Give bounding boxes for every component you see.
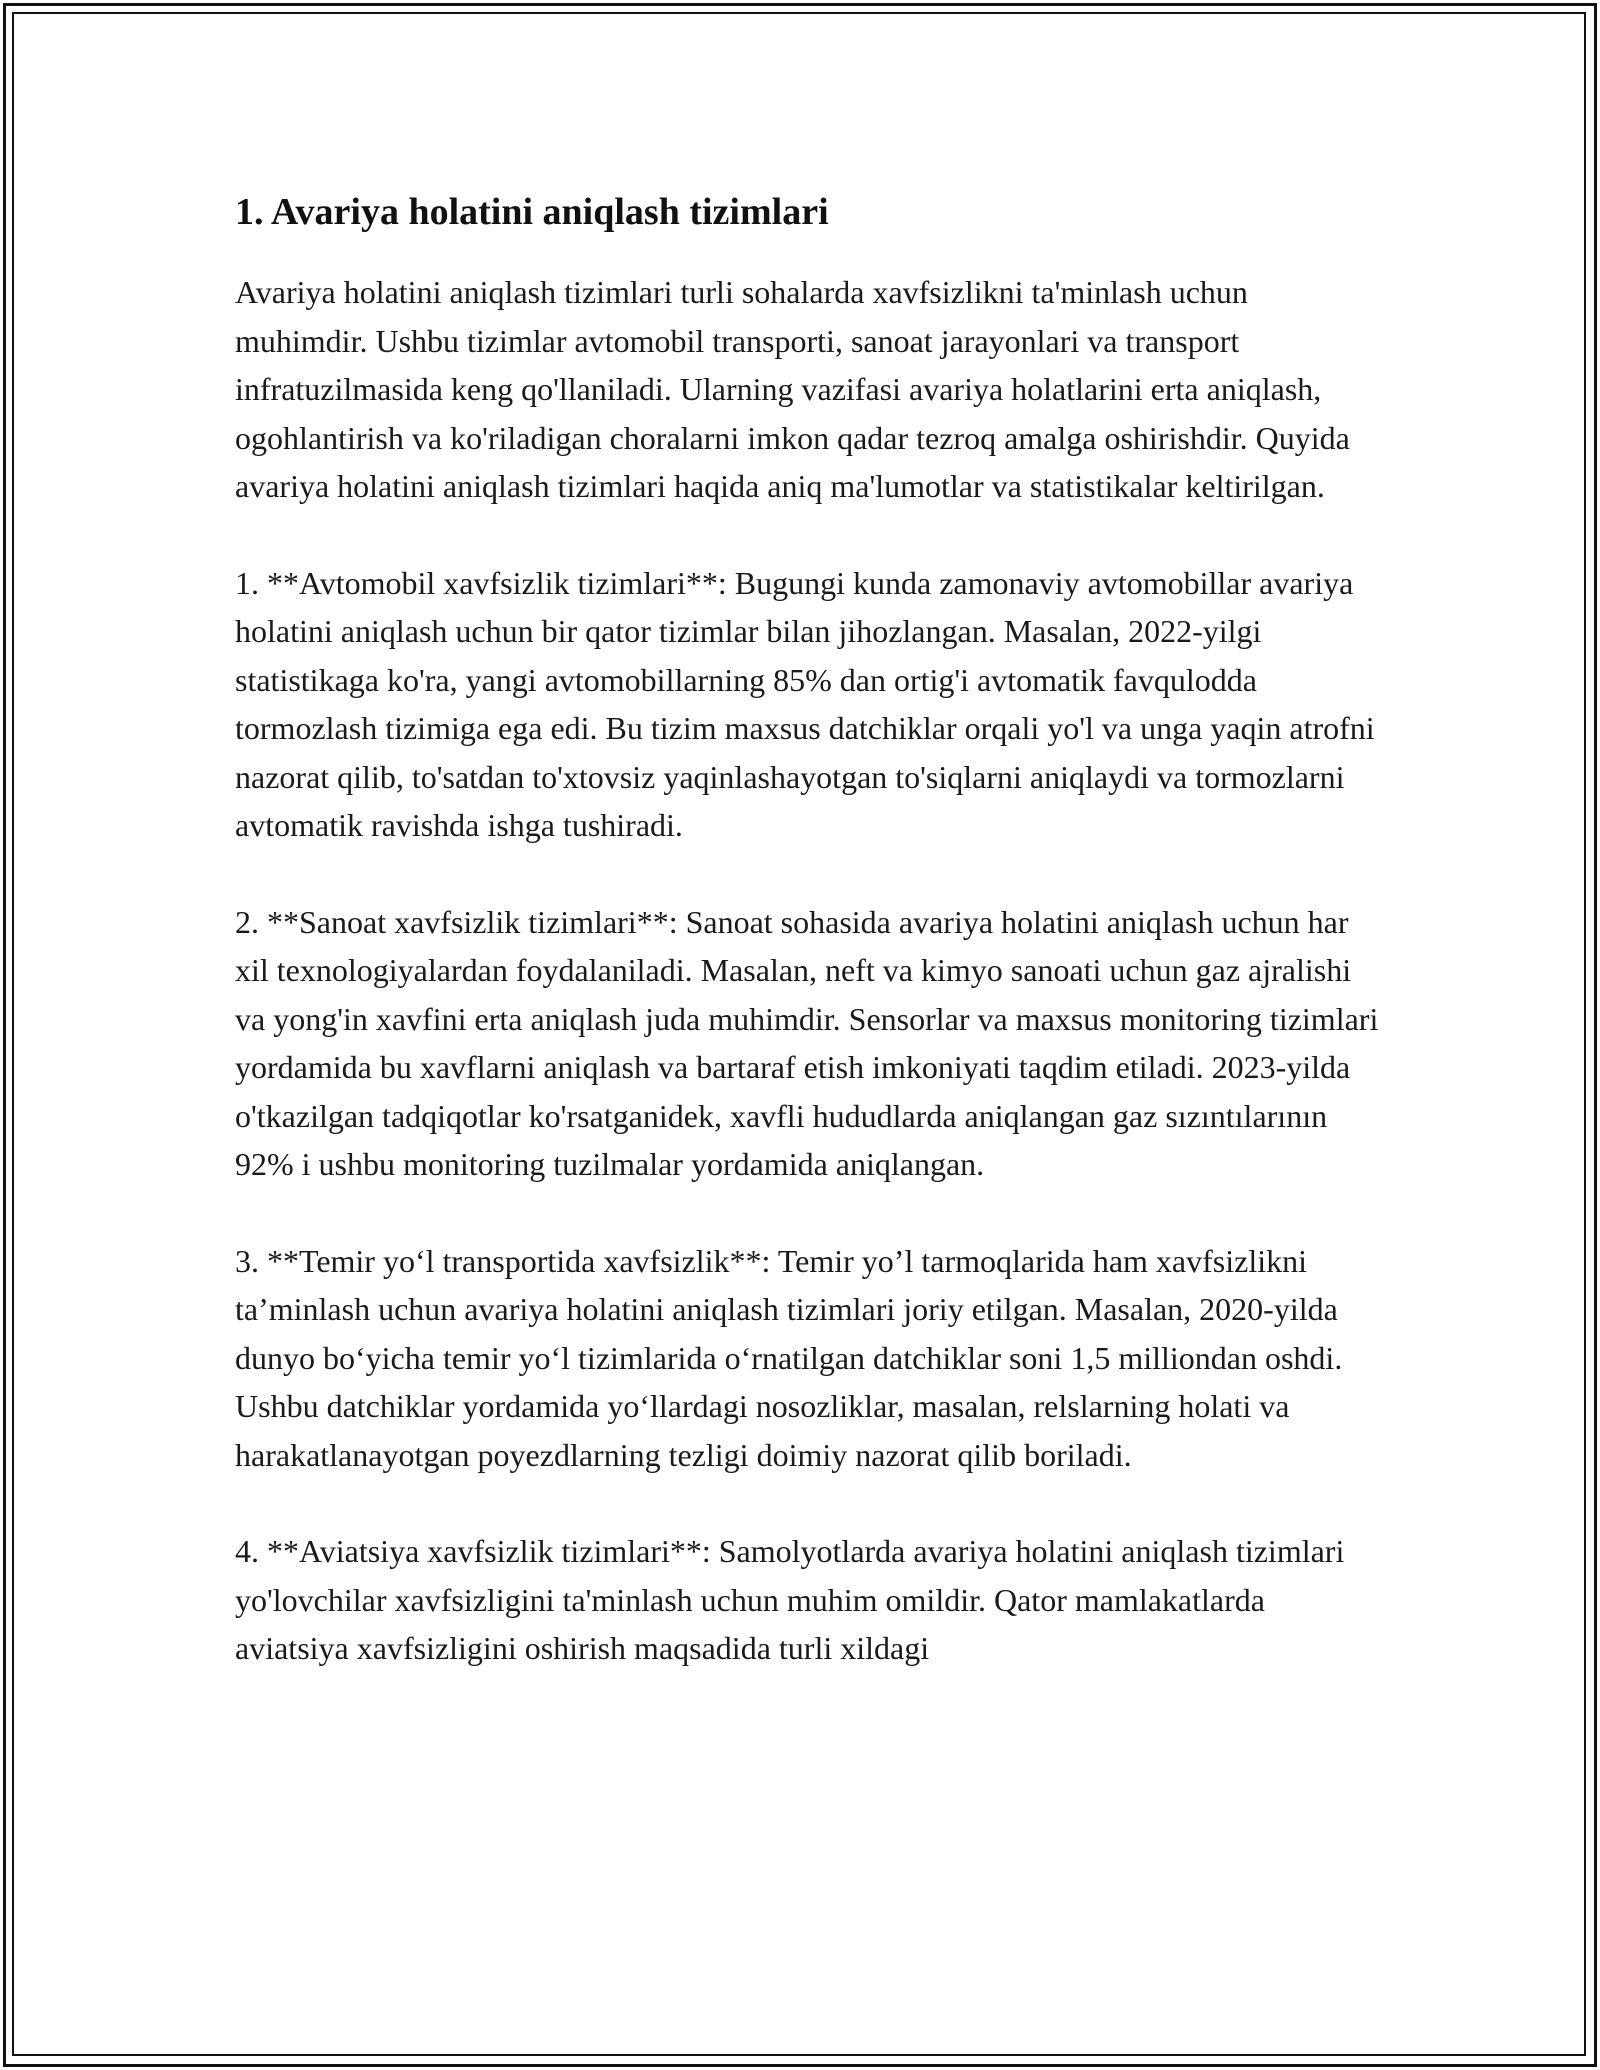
intro-paragraph: Avariya holatini aniqlash tizimlari turli sohalarda xavfsizlikni ta'minlash uchun muhimdir. Ushbu tizimlar avtomobil transporti, sanoat jarayonlari va transport infratuzilmasida keng qo'llaniladi. Ularning vazifasi avariya holatlarini erta aniqlash, ogohlantirish va ko'riladigan choralarni imkon qadar tezroq amalga oshirishdir. Quyida avariya holatini aniqlash tizimlari haqida aniq ma'lumotlar va statistikalar keltirilgan. — [235, 274, 1350, 504]
paragraph-industrial-safety: 2. **Sanoat xavfsizlik tizimlari**: Sanoat sohasida avariya holatini aniqlash uchun har xil texnologiyalardan foydalaniladi. Masalan, neft va kimyo sanoati uchun gaz ajralishi va yong'in xavfini erta aniqlash juda muhimdir. Sensorlar va maxsus monitoring tizimlari yordamida bu xavflarni aniqlash va bartaraf etish imkoniyati taqdim etiladi. 2023-yilda o'tkazilgan tadqiqotlar ko'rsatganidek, xavfli hududlarda aniqlangan gaz sızıntılarının 92% i ushbu monitoring tuzilmalar yordamida aniqlangan. — [235, 903, 1379, 1182]
document-body — [235, 188, 1380, 1673]
paragraph-aviation-safety: 4. **Aviatsiya xavfsizlik tizimlari**: Samolyotlarda avariya holatini aniqlash tizimlari yo'lovchilar xavfsizligini ta'minlash uchun muhim omildir. Qator mamlakatlarda aviatsiya xavfsizligini oshirish maqsadida turli xildagi — [235, 1533, 1345, 1666]
paragraph-railway-safety: 3. **Temir yo‘l transportida xavfsizlik**: Temir yo’l tarmoqlarida ham xavfsizlikni ta’minlash uchun avariya holatini aniqlash tizimlari joriy etilgan. Masalan, 2020-yilda dunyo bo‘yicha temir yo‘l tizimlarida o‘rnatilgan datchiklar soni 1,5 milliondan oshdi. Ushbu datchiklar yordamida yo‘llardagi nosozliklar, masalan, relslarning holati va harakatlanayotgan poyezdlarning tezligi doimiy nazorat qilib boriladi. — [235, 1242, 1343, 1473]
section-heading: 1. Avariya holatini aniqlash tizimlari — [235, 191, 829, 233]
paragraph-automotive-safety: 1. **Avtomobil xavfsizlik tizimlari**: Bugungi kunda zamonaviy avtomobillar avariya holatini aniqlash uchun bir qator tizimlar bilan jihozlangan. Masalan, 2022-yilgi statistikaga ko'ra, yangi avtomobillarning 85% dan ortig'i avtomatik favqulodda tormozlash tizimiga ega edi. Bu tizim maxsus datchiklar orqali yo'l va unga yaqin atrofni nazorat qilib, to'satdan to'xtovsiz yaqinlashayotgan to'siqlarni aniqlaydi va tormozlarni avtomatik ravishda ishga tushiradi. — [235, 564, 1375, 843]
